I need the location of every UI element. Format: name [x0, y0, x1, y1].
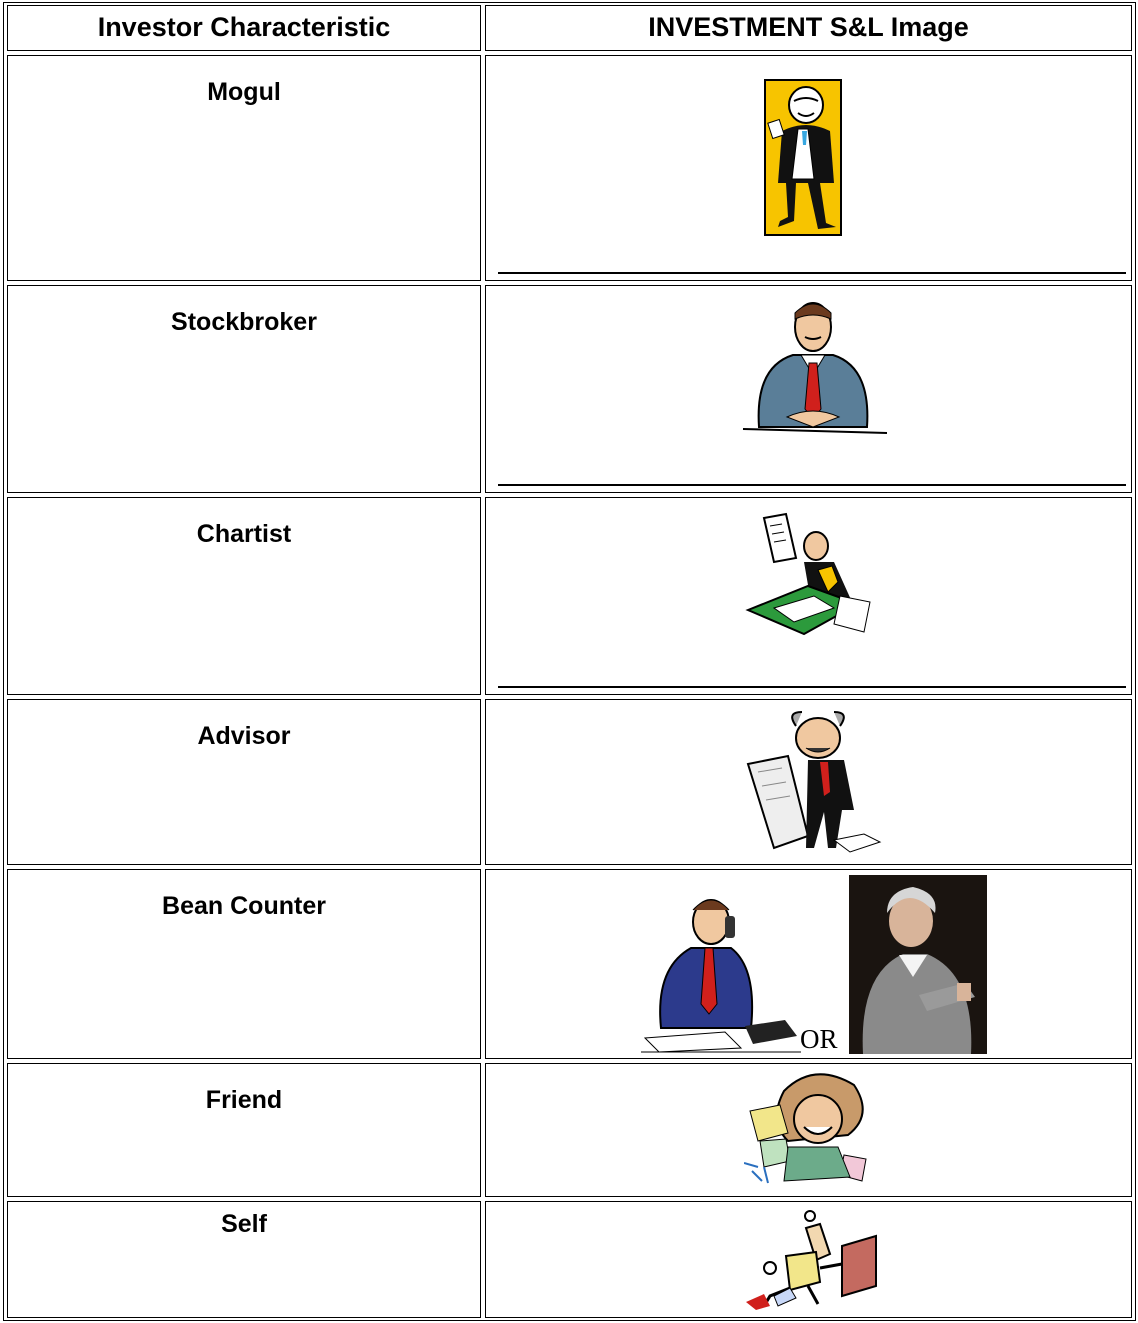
table-row-friend-image-cell: [485, 1063, 1132, 1197]
signature-line: [498, 272, 1126, 274]
header-cell-characteristic: [7, 5, 481, 51]
bean-counter-clipart: [641, 888, 801, 1054]
signature-line: [498, 686, 1126, 688]
column-header-image: INVESTMENT S&L Image: [648, 12, 969, 42]
row-label: Bean Counter: [162, 892, 326, 920]
row-label: Chartist: [196, 520, 292, 548]
table-row-self-label-cell: [7, 1201, 481, 1318]
row-label: Advisor: [197, 722, 291, 750]
table-row-stockbroker-image-cell: [485, 285, 1132, 493]
row-label: Stockbroker: [171, 308, 317, 336]
stockbroker-clipart: [739, 299, 891, 445]
table-row-friend-label-cell: [7, 1063, 481, 1197]
woman-checking-watch-photo: [849, 875, 987, 1054]
table-row-bean-counter-label-cell: [7, 869, 481, 1059]
table-row-advisor-label-cell: [7, 699, 481, 865]
advisor-clipart: [744, 708, 884, 858]
table-row-stockbroker-label-cell: [7, 285, 481, 493]
or-connector: OR: [800, 1024, 838, 1054]
table-row-advisor-image-cell: [485, 699, 1132, 865]
header-cell-image: [485, 5, 1132, 51]
friend-clipart: [744, 1071, 876, 1191]
row-label: Mogul: [207, 78, 281, 106]
row-label: Friend: [205, 1086, 283, 1114]
row-label: Self: [221, 1210, 267, 1238]
table-row-chartist-label-cell: [7, 497, 481, 695]
column-header-characteristic: Investor Characteristic: [97, 12, 391, 42]
table-row-chartist-image-cell: [485, 497, 1132, 695]
table-row-mogul-image-cell: [485, 55, 1132, 281]
table-row-mogul-label-cell: [7, 55, 481, 281]
chartist-clipart: [744, 512, 878, 642]
signature-line: [498, 484, 1126, 486]
investor-table: [3, 2, 1136, 1321]
table-row-bean-counter-image-cell: [485, 869, 1132, 1059]
mogul-clipart: [764, 79, 842, 236]
self-clipart: [746, 1208, 882, 1312]
table-row-self-image-cell: [485, 1201, 1132, 1318]
